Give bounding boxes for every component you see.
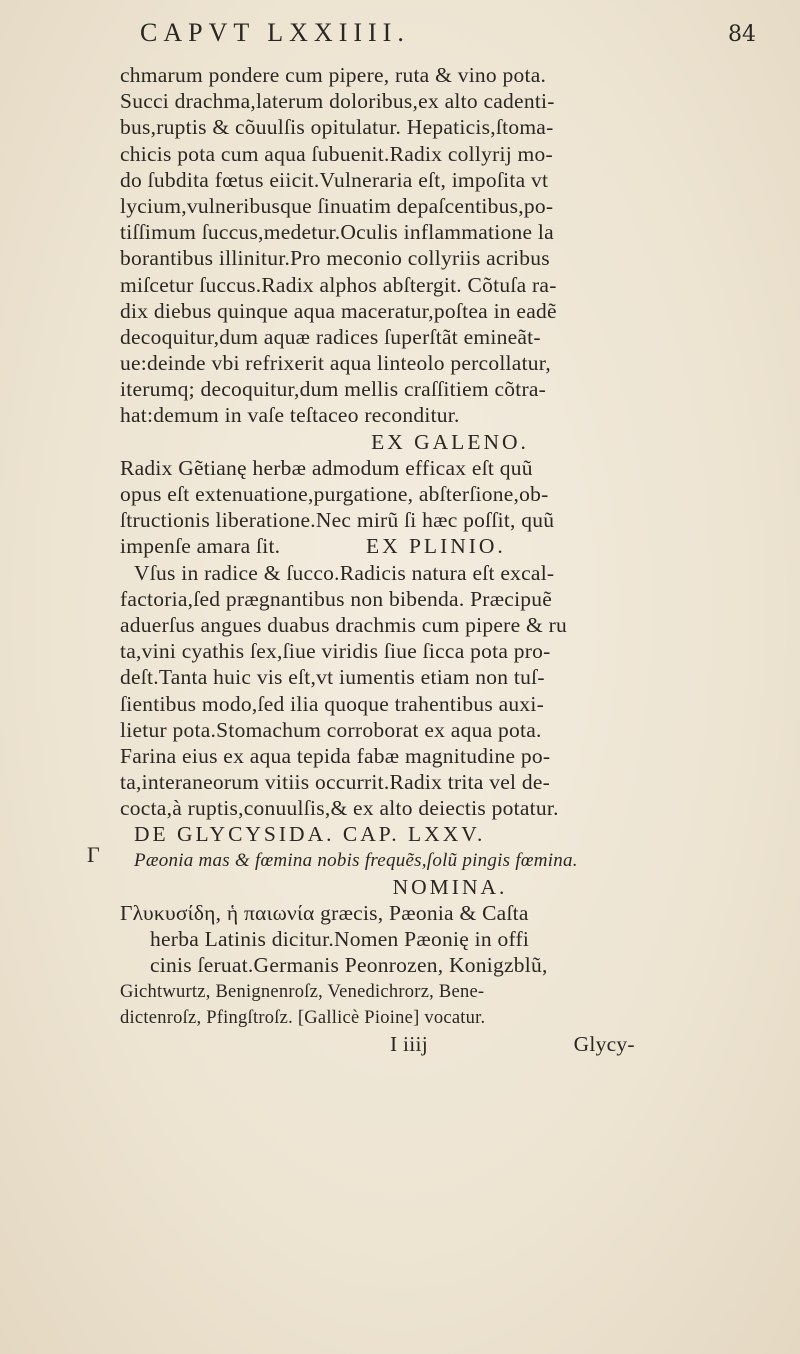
- text-line: dix diebus quinque aqua maceratur,poſtea in eadẽ: [120, 298, 557, 323]
- text-line: decoquitur,dum aquæ radices ſuperſtãt emineãt-: [120, 324, 541, 349]
- text-line: lietur pota.Stomachum corroborat ex aqua pota.: [120, 717, 542, 742]
- text-line: cinis ſeruat.Germanis Peonrozen, Konigzblũ,: [150, 953, 548, 978]
- text-line: miſcetur ſuccus.Radix alphos abſtergit. Cõtuſa ra-: [120, 272, 557, 297]
- text-line: factoria,ſed prægnantibus non bibenda. Præcipuẽ: [120, 586, 553, 611]
- signature-mark: I iiij: [390, 1031, 428, 1056]
- text-line: impenſe amara ſit.: [120, 534, 281, 559]
- section-heading-galeno: EX GALENO.: [371, 429, 529, 454]
- text-line: chmarum pondere cum pipere, ruta & vino pota.: [120, 63, 547, 87]
- text-line: Farina eius ex aqua tepida fabæ magnitudine po-: [120, 743, 551, 768]
- text-line: Succi drachma,laterum doloribus,ex alto cadenti-: [120, 89, 555, 114]
- body-text: [120, 62, 780, 1057]
- margin-note: Γ: [87, 842, 100, 867]
- text-line: aduerſus angues duabus drachmis cum pipere & ru: [120, 612, 567, 637]
- text-line: ſtructionis liberatione.Nec mirũ ſi hæc poſſit, quũ: [120, 508, 555, 533]
- verse-line: Pæonia mas & fœmina nobis frequẽs,ſolũ pingis fœmina.: [134, 849, 578, 871]
- text-line: opus eſt extenuatione,purgatione, abſterſione,ob-: [120, 482, 549, 506]
- text-line-with-heading: [120, 533, 780, 559]
- text-line: bus,ruptis & cõuulſis opitulatur. Hepaticis,ſtoma-: [120, 115, 554, 140]
- text-line: borantibus illinitur.Pro meconio collyriis acribus: [120, 246, 550, 271]
- section-heading-plinio: EX PLINIO.: [365, 534, 506, 559]
- text-line: cocta,à ruptis,conuulſis,& ex alto deiectis potatur.: [120, 796, 559, 821]
- text-line: deſt.Tanta huic vis eſt,vt iumentis etiam non tuſ-: [120, 665, 545, 690]
- text-line: hat:demum in vaſe teſtaceo reconditur.: [120, 403, 460, 428]
- section-heading-nomina: NOMINA.: [392, 874, 508, 899]
- text-line: dictenroſz, Pfingſtroſz. [Gallicè Pioine] vocatur.: [120, 1007, 486, 1028]
- running-title: CAPVT LXXIIII.: [140, 18, 410, 47]
- text-line: iterumq; decoquitur,dum mellis craſſitiem cõtra-: [120, 377, 547, 402]
- text-line: ta,vini cyathis ſex,ſiue viridis ſiue ſicca pota pro-: [120, 639, 551, 664]
- text-line: Γλυκυσίδη, ἡ παιωνία græcis, Pæonia & Caſta: [120, 901, 529, 925]
- page-header: [0, 18, 800, 58]
- text-line: Radix Gẽtianę herbæ admodum efficax eſt quũ: [120, 455, 533, 480]
- text-line: herba Latinis dicitur.Nomen Pæonię in offi: [150, 927, 530, 952]
- catchword: Glycy-: [573, 1031, 635, 1056]
- text-line: Gichtwurtz, Benignenroſz, Venedichrorz, Bene-: [120, 981, 485, 1002]
- text-line: ſientibus modo,ſed ilia quoque trahentibus auxi-: [120, 691, 545, 716]
- text-line: ta,interaneorum vitiis occurrit.Radix trita vel de-: [120, 770, 551, 795]
- text-line: Vſus in radice & ſucco.Radicis natura eſt excal-: [134, 560, 555, 585]
- chapter-heading: DE GLYCYSIDA. CAP. LXXV.: [134, 822, 486, 847]
- page-foot: [120, 1031, 780, 1057]
- text-line: chicis pota cum aqua ſubuenit.Radix collyrij mo-: [120, 141, 553, 166]
- text-line: ue:deinde vbi refrixerit aqua linteolo percollatur,: [120, 351, 551, 376]
- folio-number: 84: [728, 22, 756, 47]
- text-line: tiſſimum ſuccus,medetur.Oculis inflammatione la: [120, 220, 554, 245]
- text-line: do ſubdita fœtus eiicit.Vulneraria eſt, impoſita vt: [120, 167, 549, 192]
- text-line: lycium,vulneribusque ſinuatim depaſcentibus,po-: [120, 193, 554, 218]
